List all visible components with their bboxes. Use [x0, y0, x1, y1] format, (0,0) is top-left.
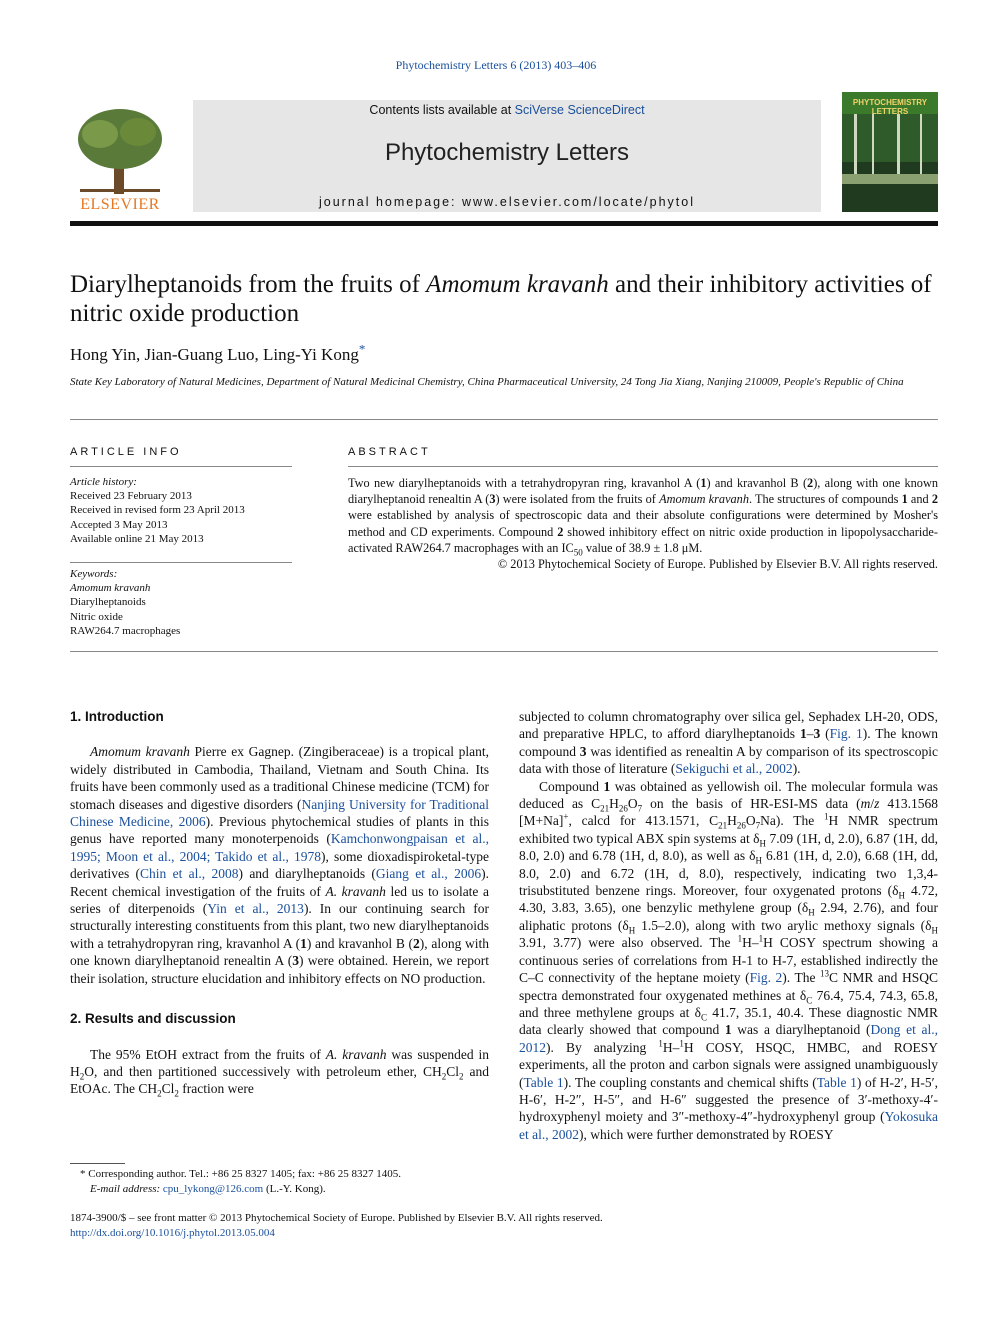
author-list: Hong Yin, Jian-Guang Luo, Ling-Yi Kong*: [70, 341, 366, 364]
journal-citation[interactable]: Phytochemistry Letters 6 (2013) 403–406: [395, 58, 597, 72]
sciencedirect-link[interactable]: SciVerse ScienceDirect: [514, 103, 645, 117]
corresponding-author-note: * Corresponding author. Tel.: +86 25 8327 1405; fax: +86 25 8327 1405.: [80, 1168, 401, 1180]
article-history: Article history: Received 23 February 2013 Received in revised form 23 April 2013 Accepted 3 May 2013 Available online 21 May 2013: [70, 476, 245, 545]
right-column: subjected to column chromatography over silica gel, Sephadex LH-20, ODS, and preparative HPLC, to afford diarylheptanoids 1–3 (Fig. 1). The known compound 3 was identified as renealtin A by comparison of its spectroscopic data with those of literature (Sekiguchi et al., 2002). Compound 1 was obtained as yellowish oil. The molecular formula was deduced as $C_{21}H_{26}O_7$ on the basis of HR-ESI-MS data (m/z 413.1568 [M+Na]+, calcd for 413.1571, $C_{21}H_{26}O_7Na$). The $^1$H NMR spectrum exhibited two typical ABX spin systems at $\delta_H$ 7.09 (1H, d, 2.0), 6.87 (1H, dd, 8.0, 2.0) and 6.78 (1H, d, 8.0), as well as $\delta_H$ 6.81 (1H, d, 2.0), 6.68 (1H, dd, 8.0, 2.0) and 6.72 (1H, d, 8.0), respectively, indicating two 1,3,4-trisubstituted benzene rings. Moreover, four oxygenated protons ($\delta_H$ 4.72, 4.30, 3.83, 3.65), one benzylic methylene group ($\delta_H$ 2.94, 2.76), and four aliphatic protons ($\delta_H$ 1.5–2.0), along with two arylic methoxy signals ($\delta_H$ 3.91, 3.77) were also observed. The $^1$H–$^1$H COSY spectrum showing a continuous series of correlations from H-1 to H-7, established indirectly the C–C connectivity of the heptane moiety (Fig. 2). The $^{13}$C NMR and HSQC spectra demonstrated four oxygenated methines at $\delta_C$ 76.4, 75.4, 74.3, 65.8, and three methylene groups at $\delta_C$ 41.7, 35.1, 40.4. These diagnostic NMR data clearly showed that compound 1 was a diarylheptanoid (Dong et al., 2012). By analyzing $^1$H–$^1$H COSY, HSQC, HMBC, and ROESY experiments, all the proton and carbon signals were assigned unambiguously (Table 1). The coupling constants and chemical shifts (Table 1) of H-2′, H-5′, H-6′, H-2″, H-5″, and H-6″ suggested the presence of 3′-methoxy-4′-hydroxyphenyl moiety and 3″-methoxy-4″-hydroxyphenyl group (Yokosuka et al., 2002), which were further demonstrated by ROESY: [519, 709, 939, 1142]
section-heading-results: 2. Results and discussion: [70, 1011, 236, 1027]
keywords: Keywords: Amomum kravanh Diarylheptanoids Nitric oxide RAW264.7 macrophages: [70, 568, 181, 637]
elsevier-wordmark: ELSEVIER: [80, 196, 160, 213]
footnote: * Corresponding author. Tel.: +86 25 8327 1405; fax: +86 25 8327 1405. E-mail address: cpu_lykong@126.com (L.-Y. Kong).: [80, 1167, 500, 1197]
footer: [70, 1211, 938, 1241]
abstract-heading: ABSTRACT: [348, 446, 431, 458]
divider: [70, 651, 938, 652]
divider: [70, 419, 938, 420]
left-column: 1. Introduction Amomum kravanh Pierre ex Gagnep. (Zingiberaceae) is a tropical plant, widely distributed in Cambodia, Thailand, Vietnam and South China. Its fruits have been commonly used as a traditional Chinese medicine (TCM) for stomach diseases and digestive disorders (Nanjing University for Traditional Chinese Medicine, 2006). Previous phytochemical studies of plants in this genus have reported many monoterpenoids (Kamchonwongpaisan et al., 1995; Moon et al., 2004; Takido et al., 1978), some dioxadispiroketal-type derivatives (Chin et al., 2008) and diarylheptanoids (Giang et al., 2006). Recent chemical investigation of the fruits of A. kravanh led us to isolate a series of diterpenoids (Yin et al., 2013). In our continuing search for structurally interesting constituents from this plant, two new diarylheptanoids with a tetrahydropyran ring, kravanhol A (1) and kravanhol B (2), along with one known diarylheptanoid renealtin A (3) were obtained. Herein, we report their isolation, structure elucidation and inhibitory effects on NO production. 2. Results and discussion The 95% EtOH extract from the fruits of A. kravanh was suspended in $H_2O$, and then partitioned successively with petroleum ether, $CH_2Cl_2$ and EtOAc. The $CH_2Cl_2$ fraction were: [70, 709, 490, 1099]
header-rule: [70, 221, 938, 226]
email-link[interactable]: cpu_lykong@126.com: [162, 1183, 264, 1195]
doi-link[interactable]: http://dx.doi.org/10.1016/j.phytol.2013.05.004: [70, 1227, 275, 1239]
corresponding-author-mark[interactable]: *: [358, 341, 366, 357]
divider: [70, 466, 292, 467]
footnote-rule: [70, 1163, 125, 1164]
issn-line: 1874-3900/$ – see front matter © 2013 Phytochemical Society of Europe. Published by Elsevier B.V. All rights reserved.: [70, 1212, 603, 1224]
contents-line: Contents lists available at SciVerse ScienceDirect: [369, 103, 645, 117]
affiliation: State Key Laboratory of Natural Medicines, Department of Natural Medicinal Chemistry, China Pharmaceutical University, 24 Tong Jia Xiang, Nanjing 210009, People's Republic of China: [70, 376, 904, 388]
article-info-heading: ARTICLE INFO: [70, 446, 182, 458]
journal-cover[interactable]: [842, 92, 938, 212]
abstract-copyright: © 2013 Phytochemical Society of Europe. Published by Elsevier B.V. All rights reserved.: [497, 557, 938, 572]
divider: [70, 562, 292, 563]
abstract-text: Two new diarylheptanoids with a tetrahydropyran ring, kravanhol A (1) and kravanhol B (2), along with one known diarylheptanoid renealtin A (3) were isolated from the fruits of Amomum kravanh. The structures of compounds 1 and 2 were established by analysis of spectroscopic data and their absolute configurations were determined by Mosher's method and CD experiments. Compound 2 showed inhibitory effect on nitric oxide production in lipopolysaccharide-activated RAW264.7 macrophages with an $IC_{50}$ value of 38.9 ± 1.8 μM. © 2013 Phytochemical Society of Europe. Published by Elsevier B.V. All rights reserved.: [348, 476, 938, 572]
journal-name: Phytochemistry Letters: [384, 139, 630, 166]
elsevier-logo[interactable]: [70, 104, 170, 216]
section-heading-introduction: 1. Introduction: [70, 709, 164, 724]
article-title: Diarylheptanoids from the fruits of Amomum kravanh and their inhibitory activities of nitric oxide production: [70, 271, 932, 327]
cover-title: PHYTOCHEMISTRY LETTERS: [852, 98, 928, 116]
journal-homepage[interactable]: journal homepage: www.elsevier.com/locate/phytol: [318, 195, 695, 209]
divider: [348, 466, 938, 467]
